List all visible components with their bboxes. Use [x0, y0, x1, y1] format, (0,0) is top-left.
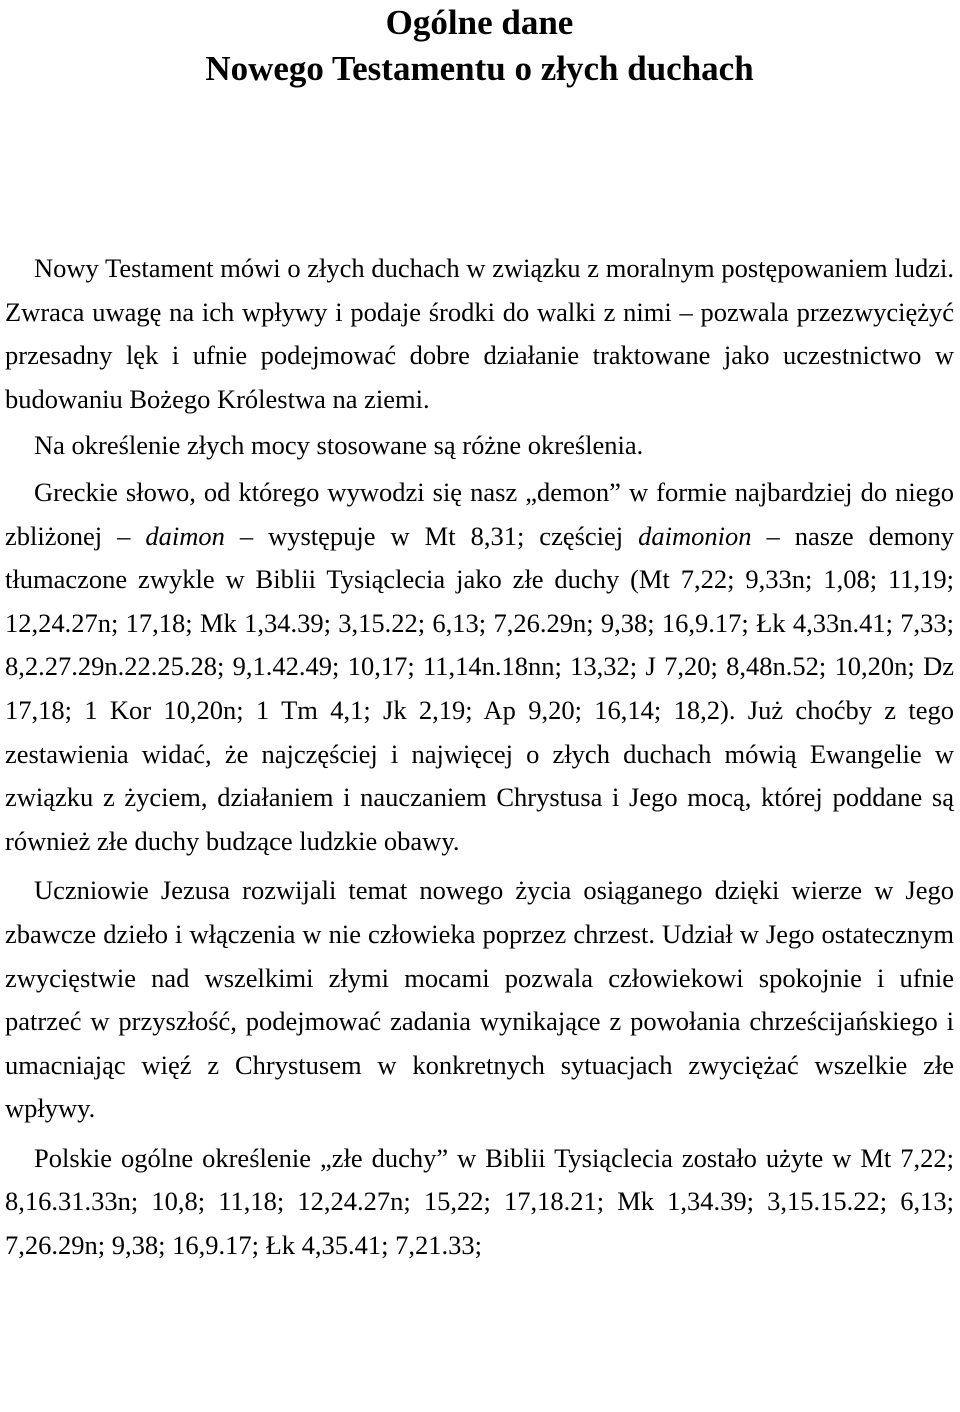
- greek-text-c: – nasze demony tłumaczone zwykle w Biblii Tysiąclecia jako złe duchy (Mt 7,22; 9,33n; 1,08; 11,19; 12,24.27n; 17,18; Mk 1,34.39; 3,15.22; 6,13; 7,26.29n; 9,38; 16,9.17; Łk 4,33n.41; 7,33; 8,2.27.29n.22.25.28; 9,1.42.49; 10,17; 11,14n.18nn; 13,32; J 7,20; 8,48n.52; 10,20n; Dz 17,18; 1 Kor 10,20n; 1 Tm 4,1; Jk 2,19; Ap 9,20; 16,14; 18,2). Już choćby z tego zestawienia widać, że najczęściej i najwięcej o złych duchach mówią Ewangelie w związku z życiem, działaniem i nauczaniem Chrystusa i Jego mocą, której poddane są również złe duchy budzące ludzkie obawy.: [5, 520, 954, 856]
- paragraph-terms: Na określenie złych mocy stosowane są różne określenia.: [34, 430, 644, 461]
- greek-text-b: – występuje w Mt 8,31; częściej: [224, 520, 639, 551]
- paragraph-disciples: Uczniowie Jezusa rozwijali temat nowego życia osiąganego dzięki wierze w Jego zbawcze dzieło i włączenia w nie człowieka poprzez chrzest. Udział w Jego ostatecznym zwycięstwie nad wszelkimi złymi mocami pozwala człowiekowi spokojnie i ufnie patrzeć w przyszłość, podejmować zadania wynikające z powołania chrześcijańskiego i umacniając więź z Chrystusem w konkretnych sytuacjach zwyciężać wszelkie złe wpływy.: [5, 875, 954, 1124]
- paragraph-greek-word: [5, 471, 954, 863]
- term-daimon: daimon: [145, 520, 225, 551]
- title-line-1: Ogólne dane: [385, 3, 574, 42]
- term-daimonion: daimonion: [638, 520, 752, 551]
- paragraph-polish-term: Polskie ogólne określenie „złe duchy” w Biblii Tysiąclecia zostało użyte w Mt 7,22; 8,16.31.33n; 10,8; 11,18; 12,24.27n; 15,22; 17,18.21; Mk 1,34.39; 3,15.15.22; 6,13; 7,26.29n; 9,38; 16,9.17; Łk 4,35.41; 7,21.33;: [5, 1142, 954, 1261]
- title-line-2: Nowego Testamentu o złych duchach: [205, 49, 754, 88]
- body-text: [5, 247, 954, 1268]
- page-title: [5, 0, 954, 92]
- paragraph-intro: Nowy Testament mówi o złych duchach w związku z moralnym postępowaniem ludzi. Zwraca uwagę na ich wpływy i podaje środki do walki z nimi – pozwala przezwyciężyć przesadny lęk i ufnie podejmować dobre działanie traktowane jako uczestnictwo w budowaniu Bożego Królestwa na ziemi.: [5, 253, 954, 414]
- greek-text-a: Greckie słowo, od którego wywodzi się nasz „demon” w formie najbardziej do niego zbliżonej –: [5, 476, 954, 551]
